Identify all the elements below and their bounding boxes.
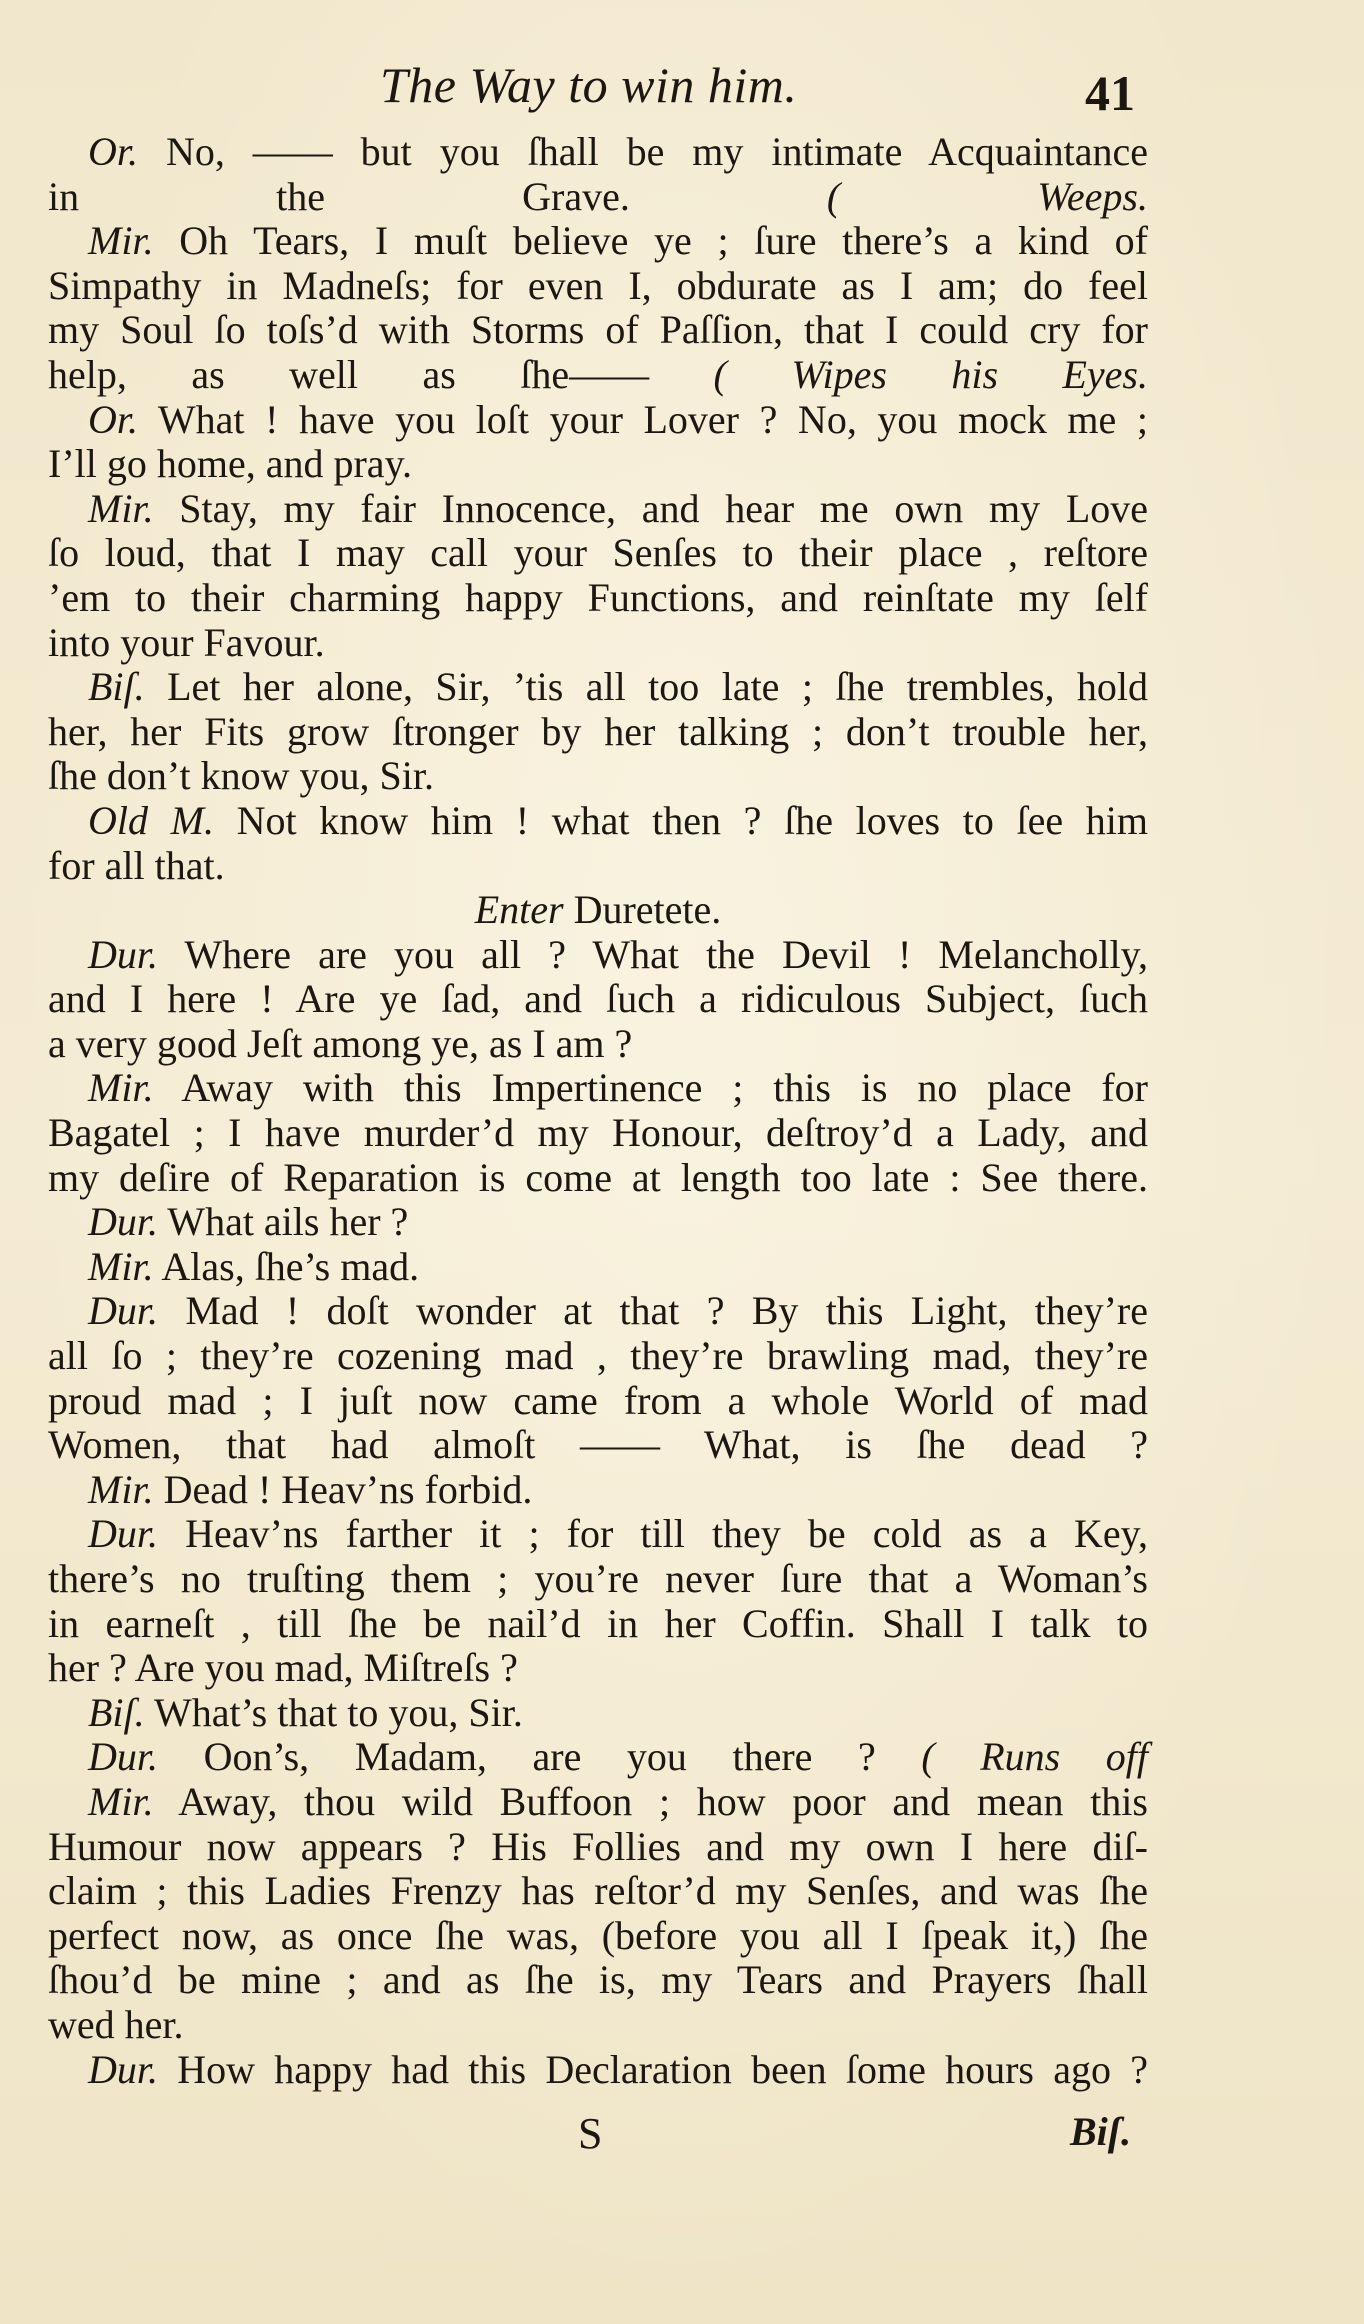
speaker-name: Old M. bbox=[88, 797, 214, 843]
dialogue-text: Not know him ! what then ? ſhe loves to ſee him bbox=[213, 797, 1148, 843]
text-line bbox=[48, 442, 1148, 487]
dialogue-text: help, as well as ſhe—— bbox=[48, 351, 650, 397]
speaker-name: Or. bbox=[88, 129, 139, 174]
dialogue-text: I’ll go home, and pray. bbox=[48, 441, 412, 487]
speaker-name: Mir. bbox=[88, 1243, 154, 1289]
speaker-name: Dur. bbox=[88, 1199, 159, 1245]
dialogue-text: wed her. bbox=[48, 2001, 184, 2047]
text-line bbox=[48, 398, 1148, 443]
dialogue-text: and I here ! Are ye ſad, and ſuch a ridiculous Subject, ſuch bbox=[48, 976, 1148, 1022]
dialogue-text: ſhou’d be mine ; and as ſhe is, my Tears and Prayers ſhall bbox=[48, 1957, 1148, 2003]
dialogue-text: Let her alone, Sir, ’tis all too late ; ſhe trembles, hold bbox=[144, 664, 1148, 710]
dialogue-text: Away, thou wild Buffoon ; how poor and mean this bbox=[153, 1778, 1148, 1824]
dialogue-text: perfect now, as once ſhe was, (before you all I ſpeak it,) ſhe bbox=[48, 1912, 1148, 1958]
text-line bbox=[48, 1066, 1148, 1111]
dialogue-text: Away with this Impertinence ; this is no place for bbox=[153, 1065, 1148, 1111]
dialogue-text: What’s that to you, Sir. bbox=[144, 1689, 523, 1735]
text-line bbox=[48, 1111, 1148, 1156]
speaker-name: Dur. bbox=[88, 1734, 159, 1780]
text-line bbox=[48, 1825, 1148, 1870]
dialogue-text: her, her Fits grow ſtronger by her talking ; don’t trouble her, bbox=[48, 708, 1148, 754]
dialogue-text: my Soul ſo toſs’d with Storms of Paſſion, that I could cry for bbox=[48, 307, 1148, 353]
running-title: The Way to win him. bbox=[380, 57, 798, 113]
speaker-name: Mir. bbox=[88, 485, 154, 531]
dialogue-text: there’s no truſting them ; you’re never ſure that a Woman’s bbox=[48, 1556, 1148, 1601]
page-footer bbox=[0, 2108, 1364, 2168]
stage-direction: ( Wipes his Eyes. bbox=[649, 351, 1148, 397]
speaker-name: Mir. bbox=[88, 1466, 154, 1512]
text-line bbox=[48, 264, 1148, 309]
text-line bbox=[48, 1780, 1148, 1825]
text-line bbox=[48, 1156, 1148, 1201]
dialogue-text: Alas, ſhe’s mad. bbox=[153, 1243, 420, 1289]
page-header bbox=[0, 42, 1364, 122]
dialogue-text: Women, that had almoſt —— What, is ſhe dead ? bbox=[48, 1422, 1148, 1468]
dialogue-text: Oh Tears, I muſt believe ye ; ſure there’s a kind of bbox=[153, 218, 1148, 264]
text-line bbox=[48, 308, 1148, 353]
text-line bbox=[48, 1379, 1148, 1424]
dialogue-text: in the Grave. bbox=[48, 173, 630, 219]
dialogue-text: a very good Jeſt among ye, as I am ? bbox=[48, 1020, 633, 1066]
dialogue-text: Mad ! doſt wonder at that ? By this Light, they’re bbox=[158, 1288, 1148, 1334]
text-line bbox=[48, 2048, 1148, 2093]
dialogue-text: ſhe don’t know you, Sir. bbox=[48, 753, 434, 799]
text-line bbox=[48, 1914, 1148, 1959]
speaker-name: Or. bbox=[88, 396, 139, 442]
signature-mark: S bbox=[578, 2109, 603, 2158]
text-line bbox=[48, 621, 1148, 666]
dialogue-text: Where are you all ? What the Devil ! Melancholly, bbox=[158, 931, 1148, 977]
text-line bbox=[48, 531, 1148, 576]
speaker-name: Biſ. bbox=[88, 1689, 145, 1735]
dialogue-text: proud mad ; I juſt now came from a whole World of mad bbox=[48, 1377, 1148, 1423]
text-line bbox=[48, 1423, 1148, 1468]
dialogue-text: all ſo ; they’re cozening mad , they’re brawling mad, they’re bbox=[48, 1333, 1148, 1379]
text-line bbox=[48, 1646, 1148, 1691]
speaker-name: Mir. bbox=[88, 1065, 154, 1111]
text-line bbox=[48, 1468, 1148, 1513]
play-text bbox=[48, 130, 1148, 2092]
text-line bbox=[48, 576, 1148, 621]
text-line bbox=[48, 1289, 1148, 1334]
dialogue-text: her ? Are you mad, Miſtreſs ? bbox=[48, 1645, 518, 1691]
text-line bbox=[48, 1958, 1148, 2003]
text-line bbox=[48, 219, 1148, 264]
dialogue-text: Dead ! Heav’ns forbid. bbox=[153, 1466, 533, 1512]
text-line bbox=[48, 1602, 1148, 1647]
page-number: 41 bbox=[1085, 65, 1135, 121]
dialogue-text: ſo loud, that I may call your Senſes to their place , reſtore bbox=[48, 530, 1148, 576]
dialogue-text: Heav’ns farther it ; for till they be cold as a Key, bbox=[158, 1511, 1148, 1557]
text-line bbox=[48, 1200, 1148, 1245]
speaker-name: Mir. bbox=[88, 1778, 154, 1824]
dialogue-text: Simpathy in Madneſs; for even I, obdurate as I am; do feel bbox=[48, 262, 1148, 308]
speaker-name: Biſ. bbox=[88, 664, 145, 710]
stage-direction: ( Runs off bbox=[875, 1734, 1149, 1780]
dialogue-text: into your Favour. bbox=[48, 619, 325, 665]
dialogue-text: What ! have you loſt your Lover ? No, you mock me ; bbox=[138, 396, 1148, 442]
text-line bbox=[48, 130, 1148, 175]
speaker-name: Dur. bbox=[88, 1288, 159, 1334]
text-line bbox=[48, 1334, 1148, 1379]
text-line bbox=[48, 888, 1148, 933]
text-line bbox=[48, 1735, 1148, 1780]
text-line bbox=[48, 175, 1148, 220]
dialogue-text: Oon’s, Madam, are you there ? bbox=[158, 1734, 876, 1780]
dialogue-text: for all that. bbox=[48, 842, 225, 888]
text-line bbox=[48, 1869, 1148, 1914]
text-line bbox=[48, 2003, 1148, 2048]
stage-direction: ( Weeps. bbox=[629, 173, 1148, 219]
dialogue-text: Humour now appears ? His Follies and my own I here diſ- bbox=[48, 1823, 1148, 1869]
text-line bbox=[48, 1022, 1148, 1067]
speaker-name: Dur. bbox=[88, 2046, 159, 2092]
dialogue-text: What ails her ? bbox=[158, 1199, 409, 1245]
dialogue-text: How happy had this Declaration been ſome hours ago ? bbox=[158, 2046, 1148, 2092]
text-line bbox=[48, 353, 1148, 398]
dialogue-text: No, —— but you ſhall be my intimate Acquaintance bbox=[138, 129, 1148, 174]
speaker-name: Dur. bbox=[88, 931, 159, 977]
dialogue-text: Stay, my fair Innocence, and hear me own my Love bbox=[153, 485, 1148, 531]
stage-direction: Enter bbox=[474, 887, 564, 933]
dialogue-text: in earneſt , till ſhe be nail’d in her Coffin. Shall I talk to bbox=[48, 1600, 1148, 1646]
text-line bbox=[48, 799, 1148, 844]
text-line bbox=[48, 844, 1148, 889]
text-line bbox=[48, 710, 1148, 755]
text-line bbox=[48, 977, 1148, 1022]
dialogue-text: Duretete. bbox=[563, 887, 722, 933]
text-line bbox=[48, 1557, 1148, 1602]
speaker-name: Dur. bbox=[88, 1511, 159, 1557]
text-line bbox=[48, 1691, 1148, 1736]
text-line bbox=[48, 665, 1148, 710]
dialogue-text: claim ; this Ladies Frenzy has reſtor’d my Senſes, and was ſhe bbox=[48, 1868, 1148, 1914]
dialogue-text: my deſire of Reparation is come at length too late : See there. bbox=[48, 1154, 1148, 1200]
text-line bbox=[48, 754, 1148, 799]
dialogue-text: ’em to their charming happy Functions, and reinſtate my ſelf bbox=[48, 574, 1148, 620]
text-line bbox=[48, 1512, 1148, 1557]
text-line bbox=[48, 487, 1148, 532]
speaker-name: Mir. bbox=[88, 218, 154, 264]
dialogue-text: Bagatel ; I have murder’d my Honour, deſtroy’d a Lady, and bbox=[48, 1110, 1148, 1156]
text-line bbox=[48, 1245, 1148, 1290]
text-line bbox=[48, 933, 1148, 978]
catchword: Biſ. bbox=[1070, 2109, 1132, 2154]
